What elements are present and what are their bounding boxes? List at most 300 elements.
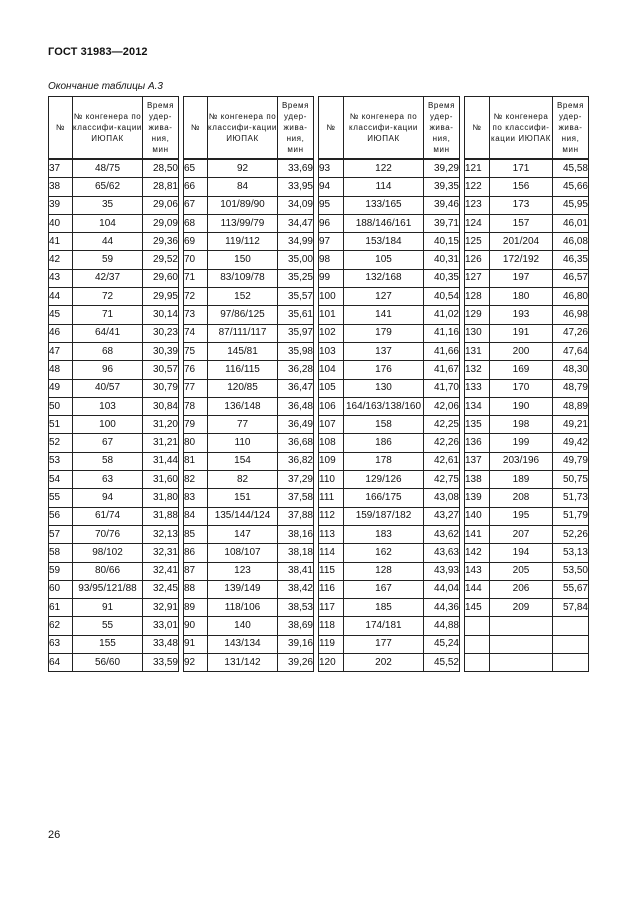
retention-time: 45,95 xyxy=(553,196,589,214)
retention-time: 30,39 xyxy=(143,342,179,360)
row-number: 116 xyxy=(319,580,344,598)
congener-number: 84 xyxy=(208,178,278,196)
row-number: 96 xyxy=(319,214,344,232)
retention-time: 47,26 xyxy=(553,324,589,342)
table-row xyxy=(49,342,179,360)
table-row xyxy=(319,196,460,214)
retention-time: 37,29 xyxy=(278,471,314,489)
row-number: 113 xyxy=(319,525,344,543)
retention-time: 55,67 xyxy=(553,580,589,598)
retention-time: 35,98 xyxy=(278,342,314,360)
row-number: 91 xyxy=(184,635,208,653)
table-row xyxy=(465,306,589,324)
row-number: 43 xyxy=(49,269,73,287)
row-number: 73 xyxy=(184,306,208,324)
retention-time xyxy=(553,635,589,653)
row-number: 118 xyxy=(319,617,344,635)
congener-number: 173 xyxy=(490,196,553,214)
congener-number: 92 xyxy=(208,159,278,178)
row-number: 80 xyxy=(184,434,208,452)
congener-number: 72 xyxy=(73,288,143,306)
congener-number: 141 xyxy=(344,306,424,324)
table-row xyxy=(184,306,314,324)
congener-number: 158 xyxy=(344,416,424,434)
congener-number: 96 xyxy=(73,361,143,379)
table-row xyxy=(465,452,589,470)
row-number: 110 xyxy=(319,471,344,489)
retention-time: 37,58 xyxy=(278,489,314,507)
congener-number: 177 xyxy=(344,635,424,653)
row-number: 129 xyxy=(465,306,490,324)
table-row xyxy=(184,489,314,507)
table-row xyxy=(49,251,179,269)
table-row xyxy=(319,159,460,178)
congener-number: 179 xyxy=(344,324,424,342)
row-number: 52 xyxy=(49,434,73,452)
row-number: 119 xyxy=(319,635,344,653)
row-number: 128 xyxy=(465,288,490,306)
retention-time: 43,62 xyxy=(424,525,460,543)
retention-time: 28,50 xyxy=(143,159,179,178)
header-num: № xyxy=(49,97,73,160)
retention-time: 34,09 xyxy=(278,196,314,214)
table-row xyxy=(184,196,314,214)
header-retention-time: Время удер-жива-ния, мин xyxy=(278,97,314,160)
table-row xyxy=(184,324,314,342)
table-row xyxy=(184,562,314,580)
congener-number: 68 xyxy=(73,342,143,360)
header-congener: № конгенера по классифи-кации ИЮПАК xyxy=(208,97,278,160)
table-row xyxy=(319,178,460,196)
row-number: 72 xyxy=(184,288,208,306)
retention-time: 57,84 xyxy=(553,599,589,617)
table-row xyxy=(49,269,179,287)
table-row xyxy=(319,654,460,672)
retention-time: 44,36 xyxy=(424,599,460,617)
table-row xyxy=(184,288,314,306)
congener-number: 200 xyxy=(490,342,553,360)
retention-time: 31,44 xyxy=(143,452,179,470)
congener-number xyxy=(490,617,553,635)
congener-number: 147 xyxy=(208,525,278,543)
row-number: 62 xyxy=(49,617,73,635)
row-number: 81 xyxy=(184,452,208,470)
table-row xyxy=(465,416,589,434)
row-number: 98 xyxy=(319,251,344,269)
retention-time: 46,57 xyxy=(553,269,589,287)
table-row xyxy=(49,580,179,598)
table-block-2 xyxy=(183,96,314,672)
retention-time-table xyxy=(48,96,589,672)
row-number: 60 xyxy=(49,580,73,598)
table-row xyxy=(319,635,460,653)
table-row xyxy=(49,471,179,489)
congener-number: 145/81 xyxy=(208,342,278,360)
congener-number: 172/192 xyxy=(490,251,553,269)
retention-time: 39,26 xyxy=(278,654,314,672)
table-row xyxy=(465,617,589,635)
table-row xyxy=(465,434,589,452)
retention-time: 36,49 xyxy=(278,416,314,434)
congener-number: 120/85 xyxy=(208,379,278,397)
table-row xyxy=(319,416,460,434)
congener-number: 93/95/121/88 xyxy=(73,580,143,598)
congener-number: 198 xyxy=(490,416,553,434)
table-row xyxy=(49,214,179,232)
table-row xyxy=(465,544,589,562)
table-row xyxy=(319,489,460,507)
retention-time: 40,54 xyxy=(424,288,460,306)
row-number: 135 xyxy=(465,416,490,434)
retention-time: 41,67 xyxy=(424,361,460,379)
congener-number: 127 xyxy=(344,288,424,306)
congener-number: 70/76 xyxy=(73,525,143,543)
retention-time: 29,09 xyxy=(143,214,179,232)
congener-number: 61/74 xyxy=(73,507,143,525)
row-number: 136 xyxy=(465,434,490,452)
table-row xyxy=(319,580,460,598)
congener-number: 87/111/117 xyxy=(208,324,278,342)
row-number: 65 xyxy=(184,159,208,178)
table-row xyxy=(184,233,314,251)
row-number: 130 xyxy=(465,324,490,342)
row-number: 133 xyxy=(465,379,490,397)
congener-number: 135/144/124 xyxy=(208,507,278,525)
row-number: 117 xyxy=(319,599,344,617)
retention-time: 39,29 xyxy=(424,159,460,178)
congener-number: 170 xyxy=(490,379,553,397)
retention-time: 31,80 xyxy=(143,489,179,507)
table-row xyxy=(49,196,179,214)
retention-time: 53,50 xyxy=(553,562,589,580)
retention-time: 48,79 xyxy=(553,379,589,397)
congener-number: 101/89/90 xyxy=(208,196,278,214)
retention-time: 33,69 xyxy=(278,159,314,178)
congener-number: 136/148 xyxy=(208,397,278,415)
retention-time: 31,21 xyxy=(143,434,179,452)
retention-time: 29,36 xyxy=(143,233,179,251)
retention-time: 43,93 xyxy=(424,562,460,580)
congener-number: 56/60 xyxy=(73,654,143,672)
row-number: 44 xyxy=(49,288,73,306)
table-row xyxy=(184,251,314,269)
retention-time: 45,66 xyxy=(553,178,589,196)
congener-number: 195 xyxy=(490,507,553,525)
row-number: 76 xyxy=(184,361,208,379)
retention-time: 33,59 xyxy=(143,654,179,672)
congener-number: 94 xyxy=(73,489,143,507)
congener-number: 67 xyxy=(73,434,143,452)
table-row xyxy=(465,214,589,232)
retention-time: 39,35 xyxy=(424,178,460,196)
retention-time: 46,80 xyxy=(553,288,589,306)
congener-number: 176 xyxy=(344,361,424,379)
table-row xyxy=(184,617,314,635)
retention-time: 51,79 xyxy=(553,507,589,525)
table-row xyxy=(465,599,589,617)
retention-time: 48,30 xyxy=(553,361,589,379)
row-number: 39 xyxy=(49,196,73,214)
row-number: 124 xyxy=(465,214,490,232)
congener-number: 82 xyxy=(208,471,278,489)
table-row xyxy=(49,159,179,178)
congener-number: 132/168 xyxy=(344,269,424,287)
retention-time: 39,16 xyxy=(278,635,314,653)
retention-time: 40,35 xyxy=(424,269,460,287)
row-number: 89 xyxy=(184,599,208,617)
table-row xyxy=(184,599,314,617)
retention-time: 32,31 xyxy=(143,544,179,562)
table-row xyxy=(49,507,179,525)
header-num: № xyxy=(319,97,344,160)
retention-time: 44,04 xyxy=(424,580,460,598)
congener-number: 166/175 xyxy=(344,489,424,507)
row-number: 144 xyxy=(465,580,490,598)
retention-time: 48,89 xyxy=(553,397,589,415)
table-row xyxy=(465,525,589,543)
header-retention-time: Время удер-жива-ния, мин xyxy=(553,97,589,160)
retention-time: 43,08 xyxy=(424,489,460,507)
row-number: 122 xyxy=(465,178,490,196)
row-number: 115 xyxy=(319,562,344,580)
document-standard-code: ГОСТ 31983—2012 xyxy=(48,46,148,58)
retention-time: 46,01 xyxy=(553,214,589,232)
row-number: 86 xyxy=(184,544,208,562)
congener-number: 130 xyxy=(344,379,424,397)
table-row xyxy=(49,306,179,324)
congener-number: 40/57 xyxy=(73,379,143,397)
table-row xyxy=(319,233,460,251)
retention-time xyxy=(553,654,589,672)
congener-number: 183 xyxy=(344,525,424,543)
table-row xyxy=(319,471,460,489)
row-number: 71 xyxy=(184,269,208,287)
congener-number: 59 xyxy=(73,251,143,269)
congener-number: 190 xyxy=(490,397,553,415)
header-retention-time: Время удер-жива-ния, мин xyxy=(143,97,179,160)
retention-time: 33,01 xyxy=(143,617,179,635)
table-row xyxy=(184,178,314,196)
retention-time: 35,25 xyxy=(278,269,314,287)
congener-number: 100 xyxy=(73,416,143,434)
table-row xyxy=(319,562,460,580)
retention-time: 44,88 xyxy=(424,617,460,635)
table-row xyxy=(184,434,314,452)
row-number: 70 xyxy=(184,251,208,269)
retention-time: 46,08 xyxy=(553,233,589,251)
row-number: 54 xyxy=(49,471,73,489)
row-number: 140 xyxy=(465,507,490,525)
row-number: 132 xyxy=(465,361,490,379)
row-number: 126 xyxy=(465,251,490,269)
row-number: 63 xyxy=(49,635,73,653)
retention-time: 42,75 xyxy=(424,471,460,489)
table-row xyxy=(465,233,589,251)
retention-time: 40,31 xyxy=(424,251,460,269)
table-row xyxy=(319,525,460,543)
header-retention-time: Время удер-жива-ния, мин xyxy=(424,97,460,160)
retention-time: 47,64 xyxy=(553,342,589,360)
table-row xyxy=(465,507,589,525)
table-row xyxy=(465,342,589,360)
retention-time: 46,98 xyxy=(553,306,589,324)
table-row xyxy=(184,635,314,653)
retention-time: 30,79 xyxy=(143,379,179,397)
retention-time: 29,60 xyxy=(143,269,179,287)
table-row xyxy=(49,635,179,653)
row-number: 120 xyxy=(319,654,344,672)
table-row xyxy=(184,580,314,598)
row-number: 83 xyxy=(184,489,208,507)
table-row xyxy=(184,342,314,360)
retention-time: 43,27 xyxy=(424,507,460,525)
retention-time: 41,02 xyxy=(424,306,460,324)
table-row xyxy=(465,654,589,672)
row-number xyxy=(465,654,490,672)
retention-time: 43,63 xyxy=(424,544,460,562)
row-number: 79 xyxy=(184,416,208,434)
retention-time: 36,28 xyxy=(278,361,314,379)
congener-number: 91 xyxy=(73,599,143,617)
congener-number: 154 xyxy=(208,452,278,470)
table-caption: Окончание таблицы А.3 xyxy=(48,81,163,92)
congener-number: 178 xyxy=(344,452,424,470)
retention-time: 30,57 xyxy=(143,361,179,379)
congener-number: 103 xyxy=(73,397,143,415)
table-row xyxy=(465,324,589,342)
retention-time: 50,75 xyxy=(553,471,589,489)
retention-time: 32,41 xyxy=(143,562,179,580)
retention-time: 38,53 xyxy=(278,599,314,617)
retention-time: 29,06 xyxy=(143,196,179,214)
retention-time: 49,42 xyxy=(553,434,589,452)
congener-number: 167 xyxy=(344,580,424,598)
table-row xyxy=(49,452,179,470)
congener-number: 44 xyxy=(73,233,143,251)
congener-number: 114 xyxy=(344,178,424,196)
retention-time: 32,45 xyxy=(143,580,179,598)
congener-number: 128 xyxy=(344,562,424,580)
retention-time: 29,95 xyxy=(143,288,179,306)
congener-number: 55 xyxy=(73,617,143,635)
congener-number: 188/146/161 xyxy=(344,214,424,232)
row-number: 93 xyxy=(319,159,344,178)
row-number: 139 xyxy=(465,489,490,507)
congener-number: 201/204 xyxy=(490,233,553,251)
table-block-4 xyxy=(464,96,589,672)
table-row xyxy=(184,214,314,232)
table-row xyxy=(319,617,460,635)
congener-number: 48/75 xyxy=(73,159,143,178)
table-row xyxy=(319,288,460,306)
retention-time: 49,79 xyxy=(553,452,589,470)
row-number: 57 xyxy=(49,525,73,543)
row-number: 47 xyxy=(49,342,73,360)
congener-number: 80/66 xyxy=(73,562,143,580)
retention-time: 32,13 xyxy=(143,525,179,543)
row-number: 114 xyxy=(319,544,344,562)
table-row xyxy=(49,434,179,452)
congener-number: 186 xyxy=(344,434,424,452)
congener-number: 189 xyxy=(490,471,553,489)
row-number: 143 xyxy=(465,562,490,580)
retention-time: 35,61 xyxy=(278,306,314,324)
row-number: 46 xyxy=(49,324,73,342)
retention-time: 36,48 xyxy=(278,397,314,415)
row-number: 103 xyxy=(319,342,344,360)
row-number: 74 xyxy=(184,324,208,342)
congener-number: 206 xyxy=(490,580,553,598)
congener-number: 203/196 xyxy=(490,452,553,470)
row-number: 37 xyxy=(49,159,73,178)
congener-number: 209 xyxy=(490,599,553,617)
row-number: 97 xyxy=(319,233,344,251)
header-num: № xyxy=(465,97,490,160)
row-number: 90 xyxy=(184,617,208,635)
retention-time: 29,52 xyxy=(143,251,179,269)
row-number: 137 xyxy=(465,452,490,470)
congener-number: 169 xyxy=(490,361,553,379)
row-number: 145 xyxy=(465,599,490,617)
table-row xyxy=(319,397,460,415)
retention-time: 35,57 xyxy=(278,288,314,306)
congener-number xyxy=(490,654,553,672)
congener-number: 143/134 xyxy=(208,635,278,653)
congener-number: 174/181 xyxy=(344,617,424,635)
congener-number: 164/163/138/160 xyxy=(344,397,424,415)
retention-time: 39,71 xyxy=(424,214,460,232)
retention-time: 45,58 xyxy=(553,159,589,178)
table-row xyxy=(465,178,589,196)
row-number: 99 xyxy=(319,269,344,287)
table-row xyxy=(319,214,460,232)
congener-number: 199 xyxy=(490,434,553,452)
table-row xyxy=(49,233,179,251)
table-row xyxy=(184,507,314,525)
table-row xyxy=(465,269,589,287)
table-row xyxy=(465,288,589,306)
table-row xyxy=(184,544,314,562)
retention-time: 30,84 xyxy=(143,397,179,415)
page-number: 26 xyxy=(48,829,61,841)
row-number: 88 xyxy=(184,580,208,598)
row-number: 121 xyxy=(465,159,490,178)
table-row xyxy=(465,159,589,178)
retention-time: 53,13 xyxy=(553,544,589,562)
congener-number: 104 xyxy=(73,214,143,232)
congener-number: 118/106 xyxy=(208,599,278,617)
congener-number: 171 xyxy=(490,159,553,178)
table-row xyxy=(49,562,179,580)
table-row xyxy=(319,324,460,342)
congener-number: 105 xyxy=(344,251,424,269)
table-row xyxy=(319,361,460,379)
table-row xyxy=(465,361,589,379)
row-number: 108 xyxy=(319,434,344,452)
header-congener: № конгенера по классифи-кации ИЮПАК xyxy=(344,97,424,160)
congener-number: 83/109/78 xyxy=(208,269,278,287)
table-row xyxy=(49,544,179,562)
row-number: 101 xyxy=(319,306,344,324)
congener-number: 110 xyxy=(208,434,278,452)
row-number: 50 xyxy=(49,397,73,415)
row-number: 55 xyxy=(49,489,73,507)
table-row xyxy=(49,178,179,196)
congener-number: 159/187/182 xyxy=(344,507,424,525)
retention-time: 46,35 xyxy=(553,251,589,269)
row-number: 41 xyxy=(49,233,73,251)
row-number: 104 xyxy=(319,361,344,379)
